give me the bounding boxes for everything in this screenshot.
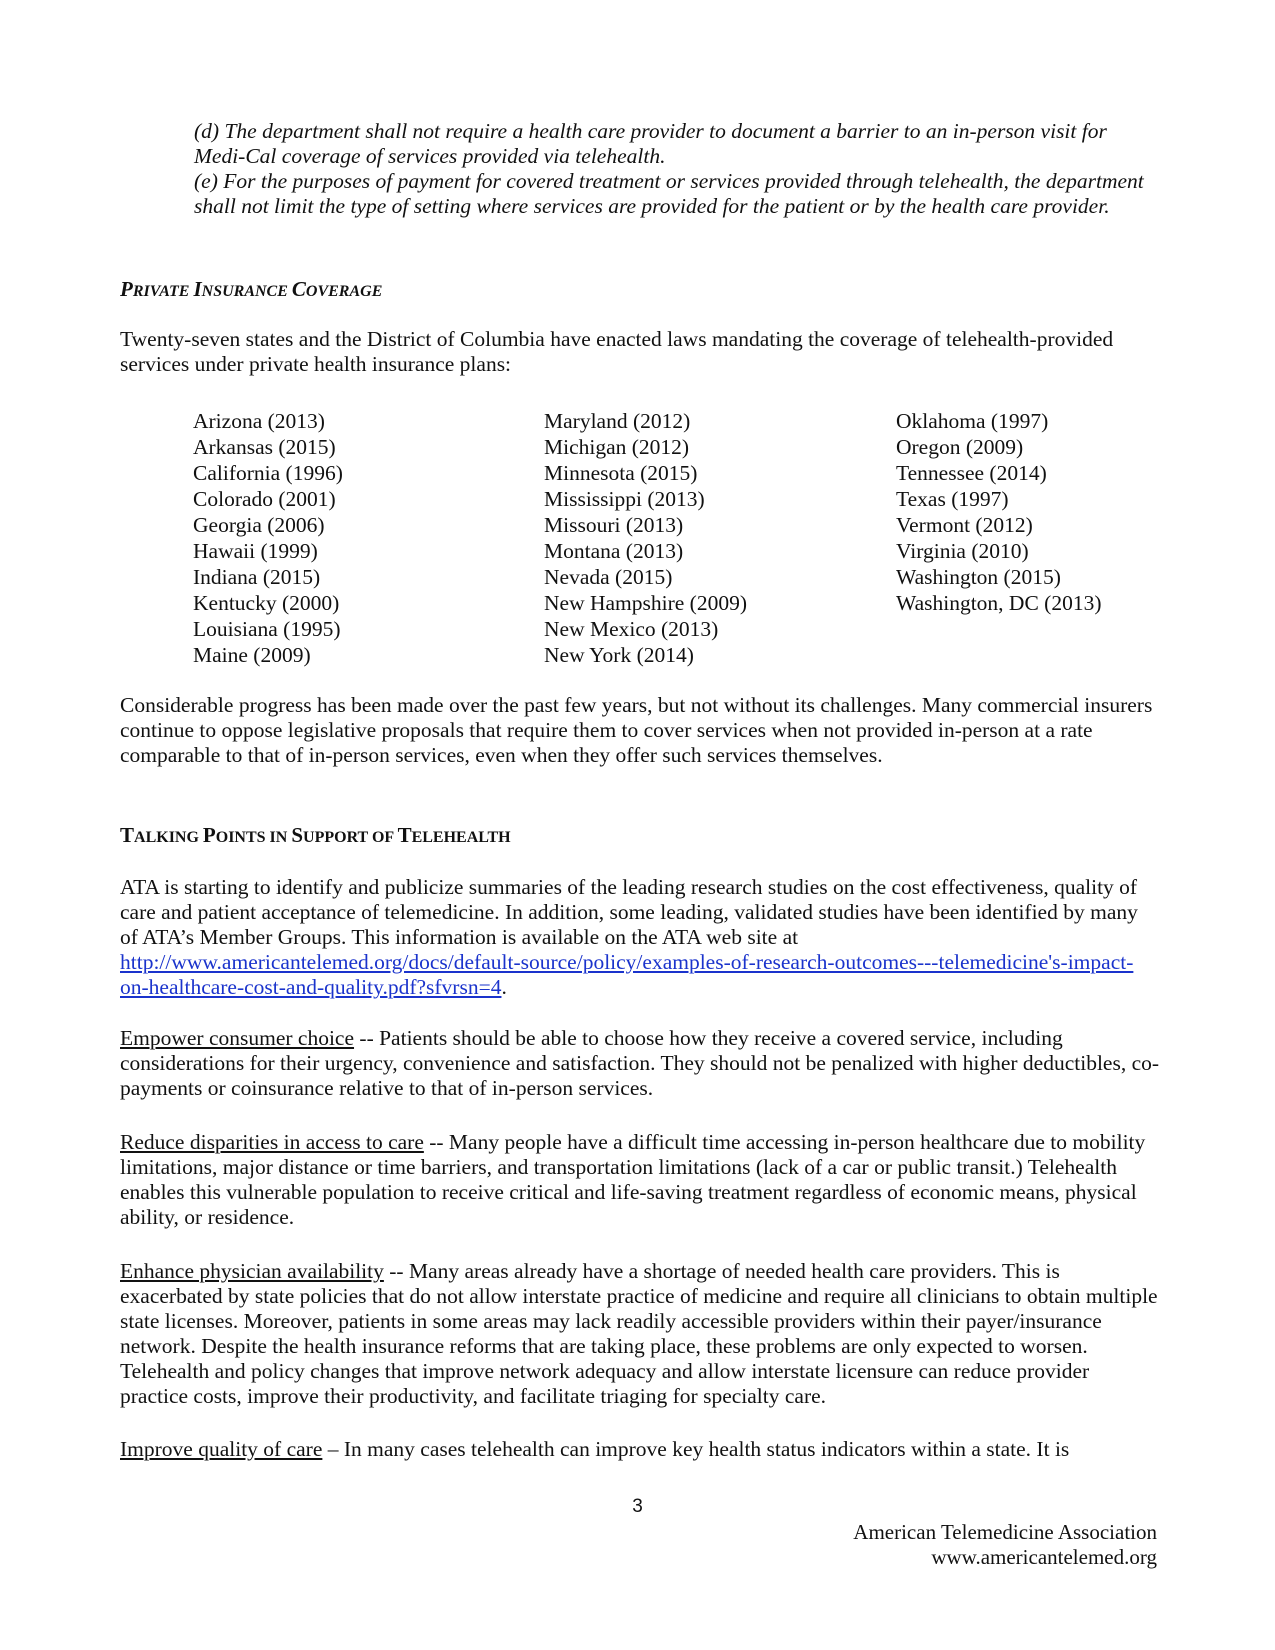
state-item: New York (2014) bbox=[544, 643, 694, 667]
state-item: Georgia (2006) bbox=[193, 513, 325, 537]
private-insurance-intro: Twenty-seven states and the District of Columbia have enacted laws mandating the coverage of telehealth-provided services under private health insurance plans: bbox=[120, 327, 1114, 376]
statute-quote bbox=[194, 119, 1154, 219]
heading-smallcaps: OVERAGE bbox=[305, 283, 383, 300]
state-item: New Mexico (2013) bbox=[544, 617, 719, 641]
heading-letter: P bbox=[120, 277, 133, 301]
state-item: Indiana (2015) bbox=[193, 565, 321, 589]
state-item: Michigan (2012) bbox=[544, 435, 690, 459]
point-consumer-choice bbox=[120, 1026, 1160, 1101]
point-text: -- Patients should be able to choose how they receive a covered service, including considerations for their urgency, convenience and satisfaction. They should not be penalized with higher deductibles, co-payments or coinsurance relative to that of in-person services. bbox=[120, 1026, 1160, 1100]
progress-paragraph: Considerable progress has been made over the past few years, but not without its challenges. Many commercial insurers continue to oppose legislative proposals that require them to cover services when not provided in-person at a rate comparable to that of in-person services, even when they offer such services themselves. bbox=[120, 693, 1153, 767]
heading-letter: I bbox=[193, 277, 202, 301]
heading-smallcaps: NSURANCE bbox=[201, 283, 292, 300]
state-item: Oregon (2009) bbox=[896, 435, 1024, 459]
footer bbox=[853, 1520, 1157, 1570]
state-item: Missouri (2013) bbox=[544, 513, 684, 537]
state-item: Arkansas (2015) bbox=[193, 435, 336, 459]
state-item: Maryland (2012) bbox=[544, 409, 691, 433]
heading-smallcaps: ELEHEALTH bbox=[411, 829, 511, 846]
point-title: Enhance physician availability bbox=[120, 1259, 384, 1283]
talking-points-intro bbox=[120, 875, 1160, 1000]
state-item: Louisiana (1995) bbox=[193, 617, 341, 641]
states-column-1 bbox=[193, 408, 343, 668]
state-item: Kentucky (2000) bbox=[193, 591, 340, 615]
state-item: Maine (2009) bbox=[193, 643, 311, 667]
heading-letter: P bbox=[202, 823, 216, 847]
state-item: Montana (2013) bbox=[544, 539, 684, 563]
state-item: Oklahoma (1997) bbox=[896, 409, 1049, 433]
quote-paragraph-e: (e) For the purposes of payment for covered treatment or services provided through telehealth, the department shall not limit the type of setting where services are provided for the patient or by the health care provider. bbox=[194, 169, 1144, 218]
state-item: Hawaii (1999) bbox=[193, 539, 318, 563]
state-item: Texas (1997) bbox=[896, 487, 1009, 511]
point-physician-availability bbox=[120, 1259, 1160, 1409]
point-title: Empower consumer choice bbox=[120, 1026, 355, 1050]
page-number: 3 bbox=[632, 1496, 643, 1517]
state-item: Nevada (2015) bbox=[544, 565, 673, 589]
point-text: -- Many people have a difficult time accessing in-person healthcare due to mobility limitations, major distance or time barriers, and transportation limitations (lack of a car or public transit.) Telehealth enables this vulnerable population to receive critical and life-saving treatment regardless of economic means, physical ability, or residence. bbox=[120, 1130, 1146, 1229]
states-column-2 bbox=[544, 408, 747, 668]
research-outcomes-link[interactable]: http://www.americantelemed.org/docs/default-source/policy/examples-of-research-outcomes---telemedicine's-impact-on-healthcare-cost-and-quality.pdf?sfvrsn=4 bbox=[120, 950, 1134, 999]
point-text: – In many cases telehealth can improve key health status indicators within a state. It is bbox=[322, 1437, 1070, 1461]
heading-smallcaps: RIVATE bbox=[132, 283, 194, 300]
intro-end: . bbox=[501, 975, 507, 999]
footer-org: American Telemedicine Association bbox=[853, 1520, 1157, 1544]
heading-letter: S bbox=[291, 823, 304, 847]
heading-smallcaps: ALKING bbox=[134, 829, 203, 846]
talking-points-heading bbox=[120, 823, 511, 848]
heading-letter: T bbox=[120, 823, 135, 847]
heading-smallcaps: UPPORT OF bbox=[303, 829, 398, 846]
heading-smallcaps: OINTS IN bbox=[215, 829, 292, 846]
state-item: Vermont (2012) bbox=[896, 513, 1033, 537]
point-quality-of-care bbox=[120, 1437, 1160, 1462]
state-item: Washington (2015) bbox=[896, 565, 1061, 589]
footer-url: www.americantelemed.org bbox=[931, 1545, 1157, 1569]
heading-letter: C bbox=[291, 277, 306, 301]
state-item: Tennessee (2014) bbox=[896, 461, 1047, 485]
point-title: Reduce disparities in access to care bbox=[120, 1130, 424, 1154]
private-insurance-heading bbox=[120, 277, 382, 302]
point-reduce-disparities bbox=[120, 1130, 1160, 1230]
state-item: Mississippi (2013) bbox=[544, 487, 705, 511]
heading-letter: T bbox=[397, 823, 412, 847]
state-item: California (1996) bbox=[193, 461, 343, 485]
point-text: -- Many areas already have a shortage of needed health care providers. This is exacerbated by state policies that do not allow interstate practice of medicine and require all clinicians to obtain multiple state licenses. Moreover, patients in some areas may lack readily accessible providers within their payer/insurance network. Despite the health insurance reforms that are taking place, these problems are only expected to worsen. Telehealth and policy changes that improve network adequacy and allow interstate licensure can reduce provider practice costs, improve their productivity, and facilitate triaging for specialty care. bbox=[120, 1259, 1158, 1408]
state-item: Washington, DC (2013) bbox=[896, 591, 1102, 615]
point-title: Improve quality of care bbox=[120, 1437, 323, 1461]
state-item: Minnesota (2015) bbox=[544, 461, 698, 485]
state-item: Colorado (2001) bbox=[193, 487, 336, 511]
state-item: Virginia (2010) bbox=[896, 539, 1029, 563]
intro-text: ATA is starting to identify and publicize summaries of the leading research studies on the cost effectiveness, quality of care and patient acceptance of telemedicine. In addition, some leading, validated studies have been identified by many of ATA’s Member Groups. This information is available on the ATA web site at bbox=[120, 875, 1138, 949]
state-item: Arizona (2013) bbox=[193, 409, 325, 433]
state-item: New Hampshire (2009) bbox=[544, 591, 748, 615]
quote-paragraph-d: (d) The department shall not require a health care provider to document a barrier to an in-person visit for Medi-Cal coverage of services provided via telehealth. bbox=[194, 119, 1107, 168]
states-column-3 bbox=[896, 408, 1102, 616]
